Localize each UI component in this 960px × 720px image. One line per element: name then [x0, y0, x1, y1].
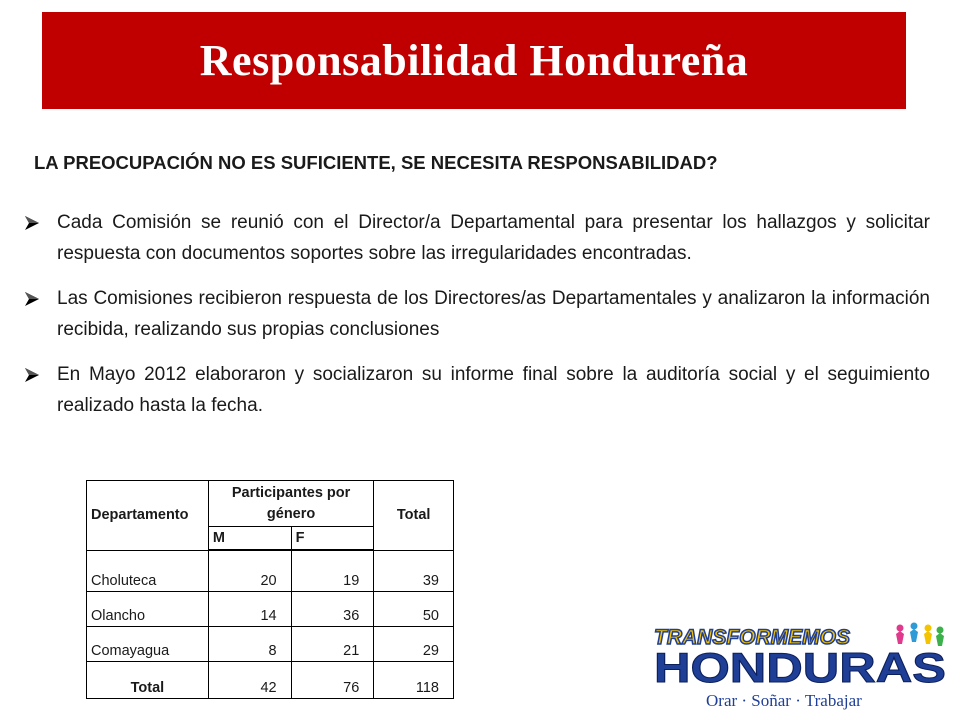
cell-total: 29: [374, 626, 454, 661]
cell-total: 50: [374, 591, 454, 626]
bullet-text: Las Comisiones recibieron respuesta de los Directores/as Departamentales y analizaron la información recibida, realizando sus propias conclusiones: [57, 288, 930, 340]
cell-total-total: 118: [374, 661, 454, 698]
cell-total-m: 42: [208, 661, 291, 698]
cell-m: 20: [208, 550, 291, 591]
bullet-text: En Mayo 2012 elaboraron y socializaron su informe final sobre la auditoría social y el seguimiento realizado hasta la fecha.: [57, 364, 930, 416]
table-row: [87, 626, 454, 661]
logo-line1: TRANSFORMEMOS: [654, 626, 850, 649]
cell-total: 39: [374, 550, 454, 591]
arrow-bullet-icon: [24, 215, 40, 231]
header-participantes: Participantes por género: [208, 481, 373, 527]
header-departamento: Departamento: [87, 481, 209, 551]
bullet-text: Cada Comisión se reunió con el Director/a Departamental para presentar los hallazgos y solicitar respuesta con documentos soportes sobre las irregularidades encontradas.: [57, 212, 930, 264]
transformemos-honduras-logo: [648, 616, 952, 716]
table-row: [87, 550, 454, 591]
participants-table: [86, 480, 454, 699]
bullet-item: [24, 283, 930, 345]
cell-m: 8: [208, 626, 291, 661]
cell-dept: Comayagua: [87, 626, 209, 661]
bullet-list: [24, 207, 930, 435]
bullet-item: [24, 359, 930, 421]
cell-dept: Choluteca: [87, 550, 209, 591]
cell-m: 14: [208, 591, 291, 626]
cell-total-f: 76: [291, 661, 374, 698]
subheading: LA PREOCUPACIÓN NO ES SUFICIENTE, SE NECESITA RESPONSABILIDAD?: [34, 152, 718, 173]
cell-dept: Olancho: [87, 591, 209, 626]
people-figures-icon: [896, 623, 944, 647]
cell-total-label: Total: [87, 661, 209, 698]
table-row: [87, 591, 454, 626]
header-total: Total: [374, 481, 454, 551]
header-m: M: [208, 527, 291, 551]
slide-title: Responsabilidad Hondureña: [199, 36, 749, 85]
logo-tagline: Orar · Soñar · Trabajar: [706, 691, 862, 710]
cell-f: 19: [291, 550, 374, 591]
arrow-bullet-icon: [24, 291, 40, 307]
header-f: F: [291, 527, 374, 551]
arrow-bullet-icon: [24, 367, 40, 383]
bullet-item: [24, 207, 930, 269]
cell-f: 36: [291, 591, 374, 626]
logo-line2: HONDURAS: [654, 644, 946, 691]
cell-f: 21: [291, 626, 374, 661]
title-banner: [42, 12, 906, 109]
table-total-row: [87, 661, 454, 698]
